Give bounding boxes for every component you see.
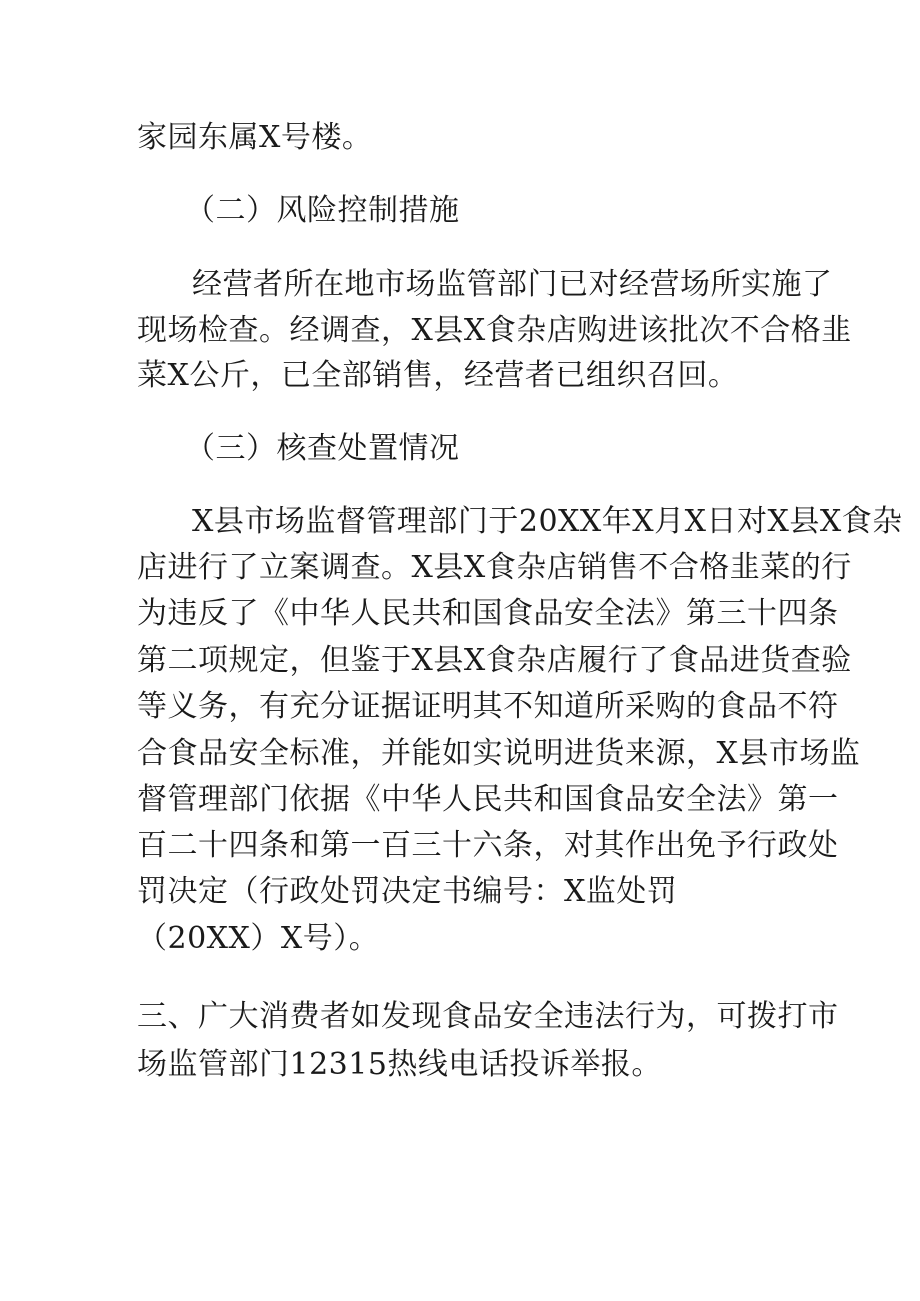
paragraph-line: 家园东属X号楼。 [137, 120, 373, 155]
paragraph-line: 等义务，有充分证据证明其不知道所采购的食品不符 [137, 689, 839, 724]
paragraph-line: 场监管部门12315热线电话投诉举报。 [137, 1047, 662, 1082]
paragraph-line: X县市场监督管理部门于20XX年X月X日对X县X食杂 [192, 504, 903, 539]
paragraph-line: 百二十四条和第一百三十六条，对其作出免予行政处 [137, 828, 839, 863]
paragraph-line: 菜X公斤，已全部销售，经营者已组织召回。 [137, 358, 739, 393]
paragraph-line: 为违反了《中华人民共和国食品安全法》第三十四条 [137, 596, 839, 631]
paragraph-line: （20XX）X号）。 [137, 921, 380, 956]
paragraph-line: 三、广大消费者如发现食品安全违法行为，可拨打市 [137, 999, 839, 1034]
paragraph-line: 第二项规定，但鉴于X县X食杂店履行了食品进货查验 [137, 643, 852, 678]
section-heading: （二）风险控制措施 [185, 193, 460, 228]
section-heading: （三）核查处置情况 [185, 431, 460, 466]
paragraph-line: 罚决定（行政处罚决定书编号：X监处罚 [137, 874, 678, 909]
paragraph-line: 督管理部门依据《中华人民共和国食品安全法》第一 [137, 782, 839, 817]
paragraph-line: 现场检查。经调查，X县X食杂店购进该批次不合格韭 [137, 313, 852, 348]
paragraph-line: 合食品安全标准，并能如实说明进货来源，X县市场监 [137, 736, 861, 771]
paragraph-line: 店进行了立案调查。X县X食杂店销售不合格韭菜的行 [137, 550, 852, 585]
paragraph-line: 经营者所在地市场监管部门已对经营场所实施了 [192, 267, 833, 302]
